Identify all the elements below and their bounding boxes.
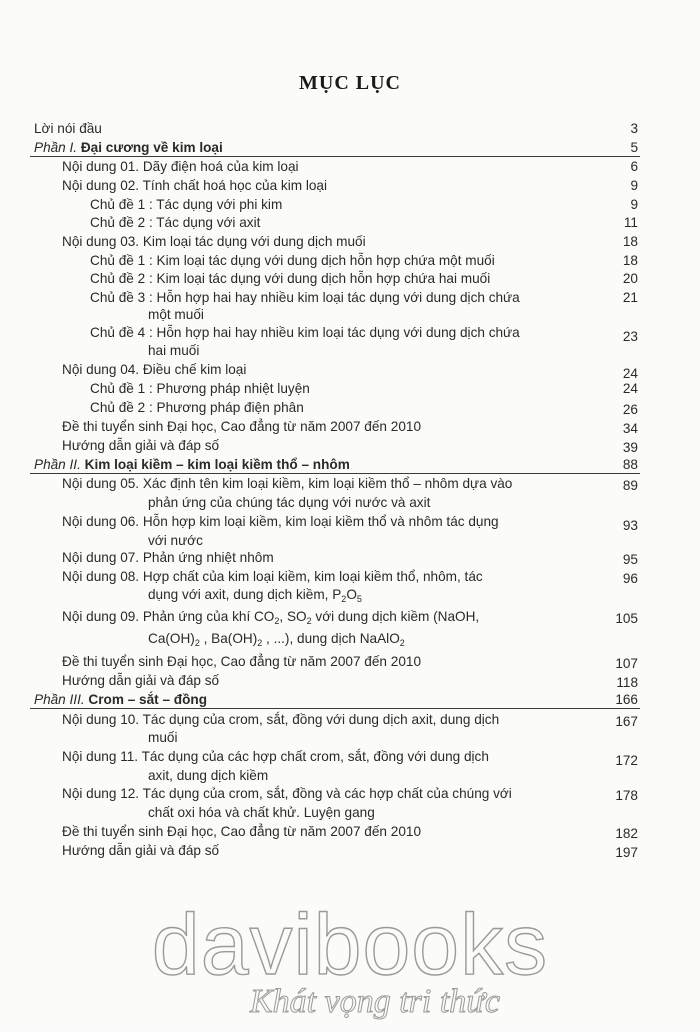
toc-entry-text: Chủ đề 2 : Tác dụng với axit — [90, 215, 261, 230]
part-title: Kim loại kiềm – kim loại kiềm thổ – nhôm — [84, 457, 350, 472]
toc-page-number: 23 — [622, 329, 638, 344]
toc-page-number: 107 — [615, 656, 638, 671]
toc-entry-text: Nội dung 03. Kim loại tác dụng với dung dịch muối — [62, 234, 366, 249]
page-title: MỤC LỤC — [299, 72, 401, 94]
toc-page-number: 34 — [622, 421, 638, 436]
toc-entry-text: Đề thi tuyển sinh Đại học, Cao đẳng từ năm 2007 đến 2010 — [62, 654, 421, 669]
toc-page-number: 197 — [615, 845, 638, 860]
toc-entry-text: Đề thi tuyển sinh Đại học, Cao đẳng từ năm 2007 đến 2010 — [62, 419, 421, 434]
toc-entry-text: Nội dung 12. Tác dụng của crom, sắt, đồng và các hợp chất của chúng với — [62, 786, 512, 801]
toc-entry-text: chất oxi hóa và chất khử. Luyện gang — [148, 805, 375, 820]
toc-entry-text: muối — [148, 730, 178, 745]
toc-page-number: 96 — [622, 571, 638, 586]
part-divider — [30, 708, 640, 709]
toc-page-number: 178 — [615, 788, 638, 803]
toc-page-number: 21 — [622, 290, 638, 305]
toc-entry-text: Nội dung 11. Tác dụng của các hợp chất crom, sắt, đồng với dung dịch — [62, 749, 489, 764]
toc-entry-text: Nội dung 01. Dãy điện hoá của kim loại — [62, 159, 299, 174]
toc-page-number: 26 — [622, 402, 638, 417]
toc-page-number: 24 — [622, 366, 638, 381]
part-title: Crom – sắt – đồng — [88, 692, 208, 707]
toc-page-number: 11 — [623, 215, 638, 230]
watermark-brand: davibooks — [151, 897, 549, 993]
toc-page-number: 172 — [615, 753, 638, 768]
toc-page-number: 167 — [615, 714, 638, 729]
toc-entry-text: axit, dung dịch kiềm — [148, 768, 269, 783]
toc-page-number: 118 — [616, 675, 638, 690]
toc-entry-text: Nội dung 02. Tính chất hoá học của kim loại — [62, 178, 327, 193]
toc-page-number: 9 — [630, 178, 638, 193]
toc-page-number: 39 — [622, 440, 638, 455]
toc-entry-text: Đề thi tuyển sinh Đại học, Cao đẳng từ năm 2007 đến 2010 — [62, 824, 421, 839]
toc-entry-text: phản ứng của chúng tác dụng với nước và axit — [148, 495, 431, 510]
toc-page-number: 105 — [615, 611, 638, 626]
toc-page-number: 3 — [630, 121, 638, 136]
toc-page-number: 9 — [630, 197, 638, 212]
toc-page-number: 6 — [630, 159, 638, 174]
part-label: Phần I. — [34, 140, 78, 155]
part-title: Đại cương về kim loại — [80, 140, 223, 155]
toc-entry-text: Hướng dẫn giải và đáp số — [62, 673, 220, 688]
toc-entry-text: Lời nói đầu — [34, 121, 102, 136]
toc-entry-text: Chủ đề 1 : Kim loại tác dụng với dung dịch hỗn hợp chứa một muối — [90, 253, 495, 268]
toc-entry-text: Chủ đề 3 : Hỗn hợp hai hay nhiều kim loại tác dụng với dung dịch chứa — [90, 290, 520, 305]
toc-entry-text: Chủ đề 2 : Phương pháp điện phân — [90, 400, 304, 415]
toc-page-number: 20 — [622, 271, 638, 286]
part-label: Phần III. — [34, 692, 85, 707]
toc-page-number: 5 — [630, 140, 638, 155]
toc-entry-text: Nội dung 09. Phản ứng của khí $CO_2$, $SO_2$ với dung dịch kiềm (NaOH, — [62, 609, 480, 626]
part-label: Phần II. — [34, 457, 81, 472]
toc-entry-text: Hướng dẫn giải và đáp số — [62, 843, 220, 858]
toc-entry-text: Nội dung 08. Hợp chất của kim loại kiềm, kim loại kiềm thổ, nhôm, tác — [62, 569, 483, 584]
toc-page-number: 24 — [622, 381, 638, 396]
toc-entry-text: Nội dung 10. Tác dụng của crom, sắt, đồng với dung dịch axit, dung dịch — [62, 712, 500, 727]
toc-page-number: 166 — [615, 692, 638, 707]
toc-page-number: 182 — [615, 826, 638, 841]
toc-entry-text: với nước — [148, 533, 203, 548]
toc-page-number: 93 — [622, 518, 638, 533]
toc-entry-text: Chủ đề 1 : Tác dụng với phi kim — [90, 197, 283, 212]
toc-entry-text: Nội dung 07. Phản ứng nhiệt nhôm — [62, 550, 274, 565]
toc-entry-text: dụng với axit, dung dịch kiềm, $P_2O_5$ — [148, 587, 362, 604]
toc-entry-text: Chủ đề 2 : Kim loại tác dụng với dung dịch hỗn hợp chứa hai muối — [90, 271, 491, 286]
toc-entry-text: Nội dung 06. Hỗn hợp kim loại kiềm, kim loại kiềm thổ và nhôm tác dụng — [62, 514, 499, 529]
toc-entry-text: một muối — [148, 307, 204, 322]
toc-entry-text: $Ca(OH)_2$ , $Ba(OH)_2$ , ...), dung dịch NaAlO$_2$ — [148, 631, 405, 648]
toc-entry-text: Hướng dẫn giải và đáp số — [62, 438, 220, 453]
toc-entry-text: Nội dung 04. Điều chế kim loại — [62, 362, 247, 377]
toc-page-number: 18 — [622, 234, 638, 249]
toc-entry-text: Nội dung 05. Xác định tên kim loại kiềm, kim loại kiềm thổ – nhôm dựa vào — [62, 476, 513, 491]
toc-page-number: 18 — [622, 253, 638, 268]
toc-page-number: 95 — [622, 552, 638, 567]
toc-entry-text: Chủ đề 4 : Hỗn hợp hai hay nhiều kim loại tác dụng với dung dịch chứa — [90, 325, 520, 340]
toc-entry-text: hai muối — [148, 343, 200, 358]
toc-page-number: 89 — [622, 478, 638, 493]
toc-page-number: 88 — [622, 457, 638, 472]
toc-entry-text: Chủ đề 1 : Phương pháp nhiệt luyện — [90, 381, 310, 396]
watermark-slogan: Khát vọng tri thức — [250, 983, 500, 1020]
